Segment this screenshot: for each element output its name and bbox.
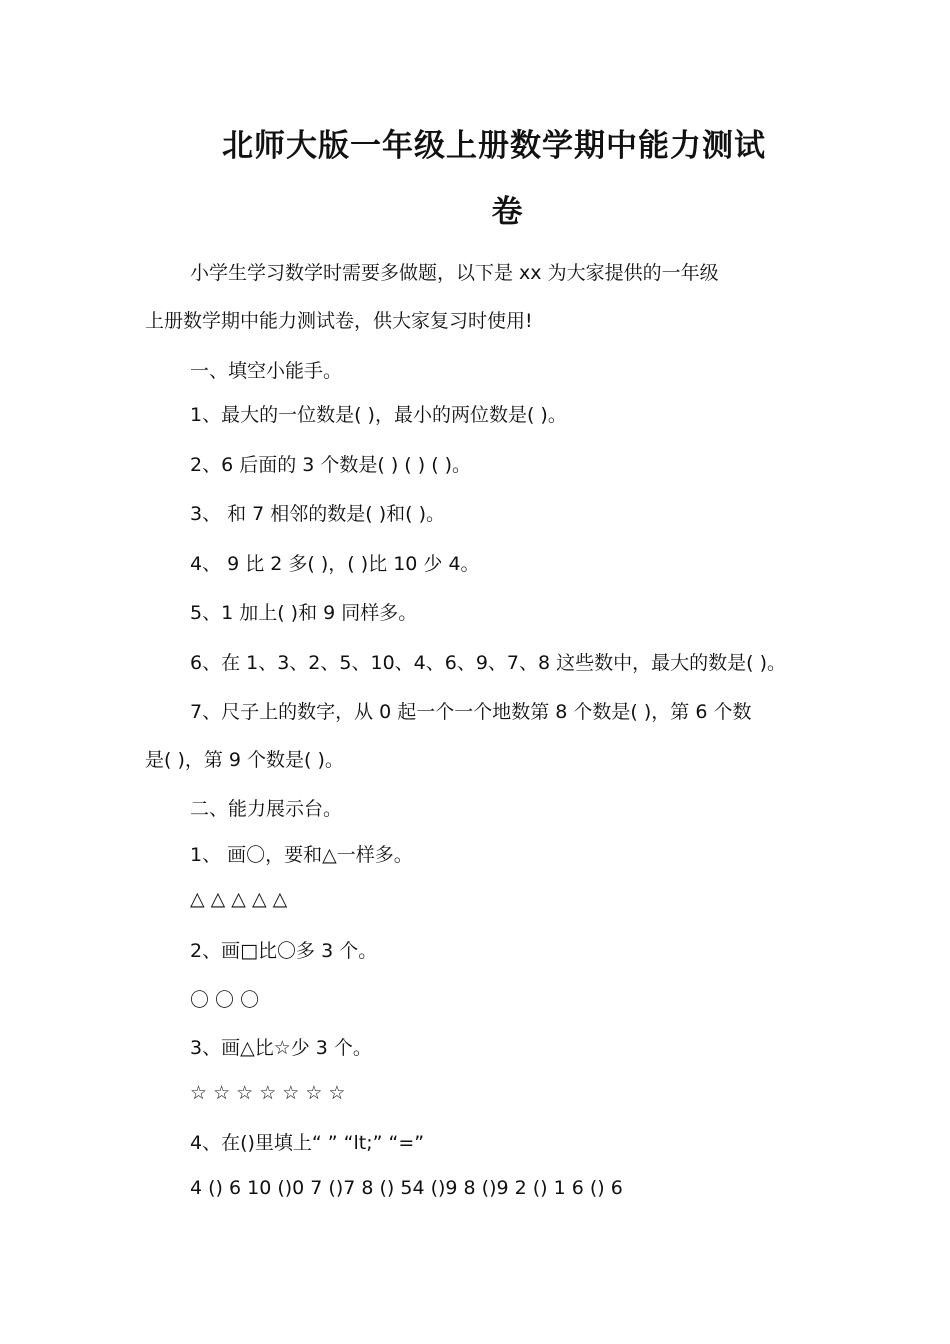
question-7-line-1: 7、尺子上的数字，从 0 起一个一个地数第 8 个数是( )，第 6 个数 <box>190 701 752 723</box>
question-4: 4、 9 比 2 多( )，( )比 10 少 4。 <box>190 553 480 575</box>
section-heading-ability: 二、能力展示台。 <box>190 798 343 820</box>
triangle-shapes-row: △ △ △ △ △ <box>190 888 288 910</box>
drawing-question-1: 1、 画〇，要和△一样多。 <box>190 844 413 866</box>
question-1: 1、最大的一位数是( )，最小的两位数是( )。 <box>190 404 567 426</box>
comparison-question: 4、在()里填上“ ” “lt;” “=” <box>190 1132 425 1154</box>
question-2: 2、6 后面的 3 个数是( ) ( ) ( )。 <box>190 454 472 476</box>
question-6: 6、在 1、3、2、5、10、4、6、9、7、8 这些数中，最大的数是( )。 <box>190 652 787 674</box>
star-shapes-row: ☆ ☆ ☆ ☆ ☆ ☆ ☆ <box>190 1082 346 1104</box>
circle-shapes-row: 〇 〇 〇 <box>190 989 260 1011</box>
intro-paragraph-line-2: 上册数学期中能力测试卷，供大家复习时使用! <box>145 310 533 332</box>
section-heading-fill-in: 一、填空小能手。 <box>190 360 343 382</box>
comparison-items: 4 () 6 10 ()0 7 ()7 8 () 54 ()9 8 ()9 2 () 1 6 () 6 <box>190 1177 623 1199</box>
intro-paragraph-line-1: 小学生学习数学时需要多做题，以下是 xx 为大家提供的一年级 <box>190 262 719 284</box>
document-title-continued: 卷 <box>491 194 524 230</box>
question-7-line-2: 是( )，第 9 个数是( )。 <box>145 749 344 771</box>
drawing-question-3: 3、画△比☆少 3 个。 <box>190 1037 372 1059</box>
document-title: 北师大版一年级上册数学期中能力测试 <box>222 128 766 164</box>
question-5: 5、1 加上( )和 9 同样多。 <box>190 602 418 624</box>
drawing-question-2: 2、画□比〇多 3 个。 <box>190 940 378 962</box>
question-3: 3、 和 7 相邻的数是( )和( )。 <box>190 503 446 525</box>
